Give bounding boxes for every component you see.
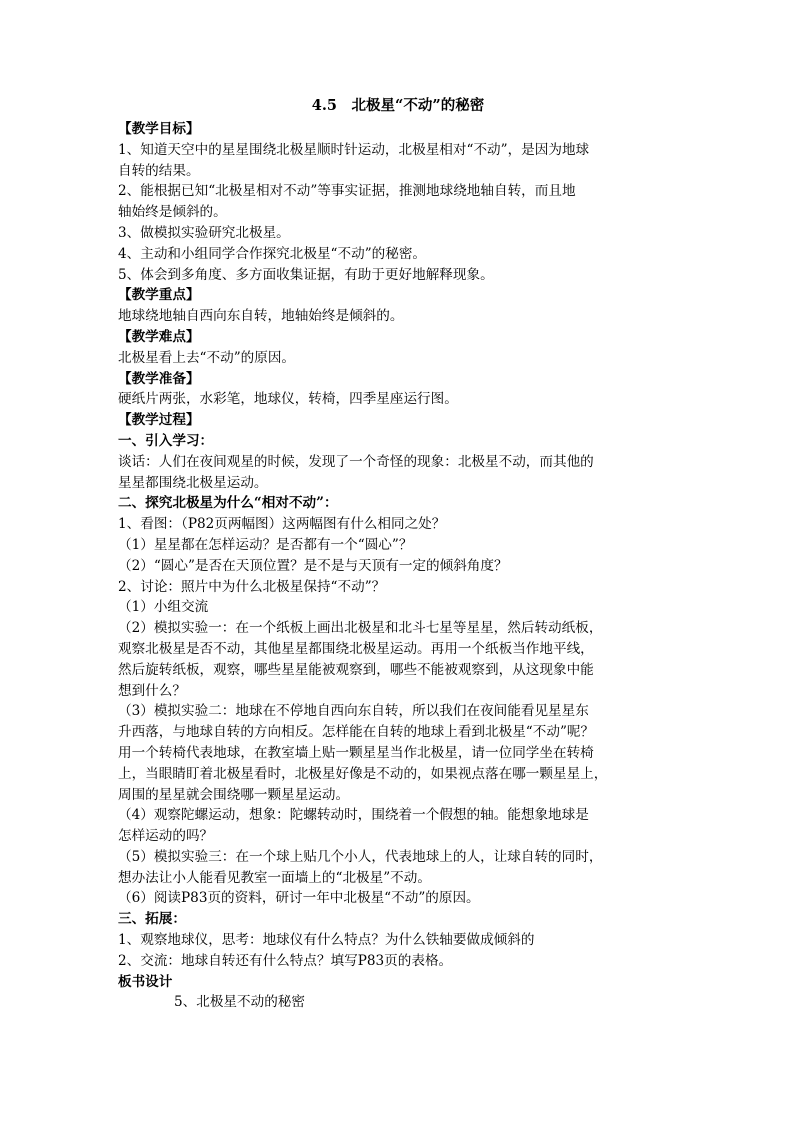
section-heading: 【教学过程】 [118, 412, 200, 429]
text-line: （4）观察陀螺运动，想象：陀螺转动时，围绕着一个假想的轴。能想象地球是 [118, 807, 589, 824]
text-line: 5、体会到多角度、多方面收集证据，有助于更好地解释现象。 [118, 266, 494, 283]
text-line: 硬纸片两张，水彩笔，地球仪，转椅，四季星座运行图。 [118, 391, 458, 408]
text-line: 怎样运动的吗？ [118, 828, 214, 845]
text-line: 4、主动和小组同学合作探究北极星“不动”的秘密。 [118, 245, 427, 262]
text-line: 5、北极星不动的秘密 [174, 994, 305, 1011]
text-line: 1、知道天空中的星星围绕北极星顺时针运动，北极星相对“不动”，是因为地球 [118, 141, 590, 158]
text-line: （3）模拟实验二：地球在不停地自西向东自转，所以我们在夜间能看见星星东 [118, 703, 589, 720]
text-line: 想到什么？ [118, 682, 186, 699]
text-line: （2）模拟实验一：在一个纸板上画出北极星和北斗七星等星星，然后转动纸板， [118, 620, 603, 637]
text-line: 上，当眼睛盯着北极星看时，北极星好像是不动的，如果视点落在哪一颗星星上， [118, 765, 608, 782]
section-heading: 【教学准备】 [118, 370, 200, 387]
section-heading: 一、引入学习： [118, 432, 214, 449]
text-line: 2、交流：地球自转还有什么特点？填写P83页的表格。 [118, 952, 453, 969]
text-line: 北极星看上去“不动”的原因。 [118, 349, 296, 366]
text-line: 3、做模拟实验研究北极星。 [118, 224, 290, 241]
section-heading: 【教学难点】 [118, 328, 200, 345]
section-heading: 【教学重点】 [118, 287, 200, 304]
document-body [118, 119, 678, 1013]
text-line: 1、看图：（P82页两幅图）这两幅图有什么相同之处？ [118, 516, 446, 533]
text-line: 2、讨论：照片中为什么北极星保持“不动”？ [118, 578, 386, 595]
text-line: 观察北极星是否不动，其他星星都围绕北极星运动。再用一个纸板当作地平线， [118, 640, 594, 657]
text-line: 升西落，与地球自转的方向相反。怎样能在自转的地球上看到北极星“不动”呢？ [118, 724, 595, 741]
text-line: 星星都围绕北极星运动。 [118, 474, 268, 491]
text-line: （6）阅读P83页的资料，研讨一年中北极星“不动”的原因。 [118, 890, 480, 907]
text-line: （1）星星都在怎样运动？是否都有一个“圆心”？ [118, 536, 413, 553]
text-line: 然后旋转纸板，观察，哪些星星能被观察到，哪些不能被观察到，从这现象中能 [118, 661, 594, 678]
text-line: 想办法让小人能看见教室一面墙上的“北极星”不动。 [118, 869, 431, 886]
text-line: 周围的星星就会围绕哪一颗星星运动。 [118, 786, 350, 803]
text-line: 轴始终是倾斜的。 [118, 204, 227, 221]
text-line: （1）小组交流 [118, 599, 209, 616]
section-heading: 二、探究北极星为什么“相对不动”： [118, 495, 338, 512]
text-line: 用一个转椅代表地球，在教室墙上贴一颗星星当作北极星，请一位同学坐在转椅 [118, 744, 594, 761]
text-line: 地球绕地轴自西向东自转，地轴始终是倾斜的。 [118, 308, 404, 325]
text-line: 2、能根据已知“北极星相对不动”等事实证据，推测地球绕地轴自转，而且地 [118, 183, 576, 200]
section-heading: 三、拓展： [118, 911, 186, 928]
document-title: 4.5 北极星“不动”的秘密 [311, 97, 485, 114]
text-line: 1、观察地球仪，思考：地球仪有什么特点？为什么铁轴要做成倾斜的 [118, 932, 535, 949]
section-heading: 【教学目标】 [118, 121, 200, 137]
text-line: 自转的结果。 [118, 162, 200, 179]
text-line: （2）“圆心”是否在天顶位置？是不是与天顶有一定的倾斜角度？ [118, 557, 508, 574]
text-line: 谈话：人们在夜间观星的时候，发现了一个奇怪的现象：北极星不动，而其他的 [118, 453, 594, 470]
section-heading: 板书设计 [118, 973, 173, 990]
text-line: （5）模拟实验三：在一个球上贴几个小人，代表地球上的人，让球自转的同时， [118, 848, 603, 865]
document-page [118, 96, 678, 1013]
